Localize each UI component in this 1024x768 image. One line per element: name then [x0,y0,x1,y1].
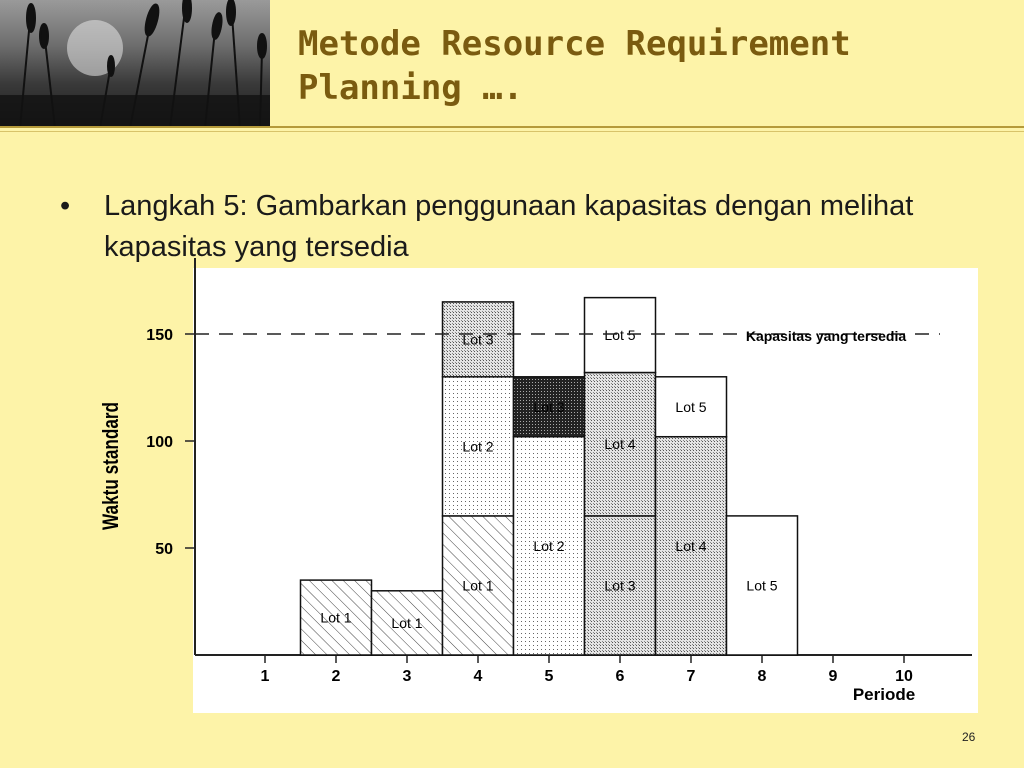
x-tick-label: 8 [757,668,767,685]
capacity-line-label: Kapasitas yang tersedia [745,328,907,344]
slide-title: Metode Resource Requirement Planning …. [298,24,851,108]
bar-segment-label: Lot 4 [604,436,636,453]
bar-segment-label: Lot 2 [462,438,494,455]
x-tick-label: 5 [544,668,554,685]
bar-segment-label: Lot 3 [604,577,636,594]
x-tick-label: 9 [828,668,838,685]
bar-segment-label: Lot 5 [746,577,778,594]
x-tick-label: 6 [615,668,625,685]
bar-segment-label: Lot 3 [462,331,494,348]
bullet-text: Langkah 5: Gambarkan penggunaan kapasitas dengan melihat kapasitas yang tersedia [104,190,914,263]
x-axis-label: Periode [852,685,916,704]
y-tick-label: 100 [146,434,173,451]
bar-segment-label: Lot 2 [533,537,565,554]
bar-segment-label: Lot 1 [391,614,423,631]
bar-segment-label: Lot 5 [675,398,707,415]
bar-segment-label: Lot 1 [462,577,494,594]
bar-segment-label: Lot 5 [604,327,636,344]
bar-segment-label: Lot 1 [320,609,352,626]
x-tick-label: 2 [331,668,341,685]
bar-segment-label: Lot 4 [675,537,707,554]
x-tick-label: 4 [473,668,483,685]
y-tick-label: 50 [155,541,173,558]
bar-segment-label: Lot 3 [533,398,565,415]
page-number: 26 [962,730,976,744]
y-axis-label: Waktu standard [99,401,124,531]
x-tick-label: 7 [686,668,696,685]
y-tick-label: 150 [146,327,173,344]
x-tick-label: 1 [260,668,270,685]
bullet-icon: • [60,190,71,222]
x-tick-label: 3 [402,668,412,685]
x-tick-label: 10 [895,668,913,685]
